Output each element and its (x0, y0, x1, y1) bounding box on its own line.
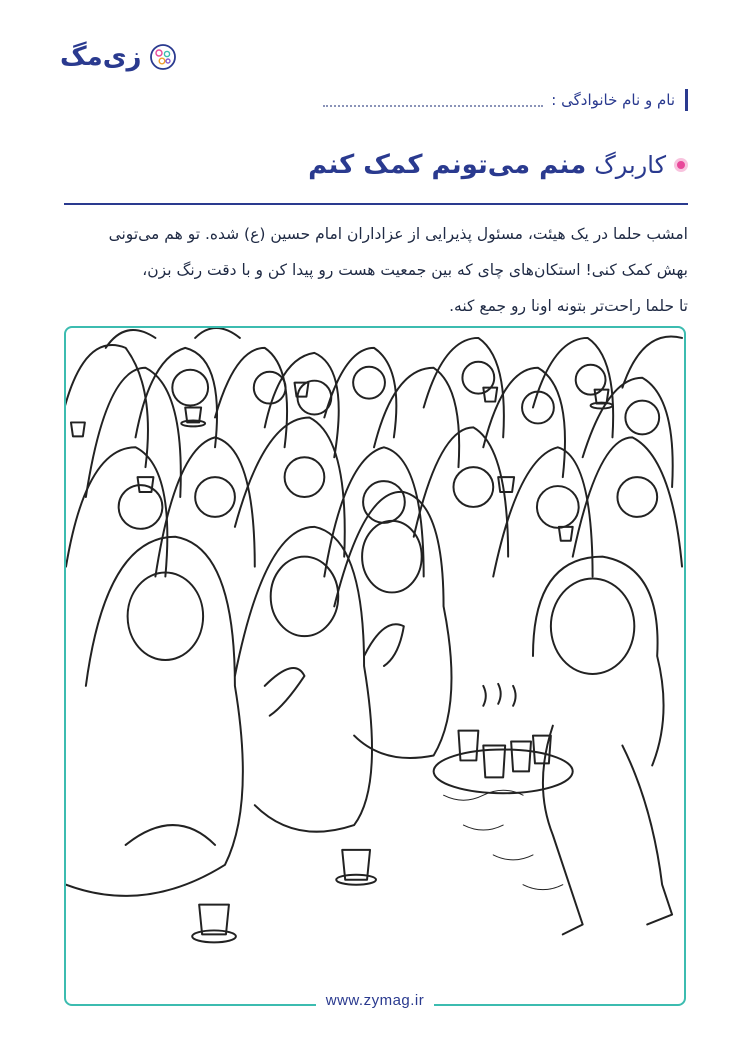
halma-with-tray (434, 557, 672, 935)
coloring-illustration[interactable] (64, 326, 686, 1006)
intro-line-3: تا حلما راحت‌تر بتونه اونا رو جمع کنه. (449, 297, 688, 315)
crowd-back-rows (66, 328, 682, 487)
intro-paragraph (60, 216, 688, 324)
footer (64, 992, 686, 1016)
worksheet-title (308, 150, 688, 180)
brand-logo[interactable] (60, 40, 180, 74)
tea-glasses (71, 383, 612, 943)
name-field-blank[interactable] (323, 93, 543, 107)
title-divider (64, 203, 688, 205)
illustration-line-art (66, 328, 684, 1004)
footer-url-link[interactable]: www.zymag.ir (316, 992, 435, 1016)
head-flowers-logo-icon (148, 42, 178, 72)
title-bullet-icon (674, 158, 688, 172)
title-main: منم می‌تونم کمک کنم (308, 150, 587, 180)
crowd-middle-rows (66, 368, 682, 577)
name-field-label: نام و نام خانوادگی : (551, 91, 675, 109)
front-women (66, 492, 452, 896)
intro-line-1: امشب حلما در یک هیئت، مسئول پذیرایی از عزاداران امام حسین (ع) شده. تو هم می‌تونی (108, 225, 688, 243)
intro-line-2: بهش کمک کنی! استکان‌های چای که بین جمعیت هست رو پیدا کن و با دقت رنگ بزن، (142, 261, 688, 279)
name-field-marker (685, 89, 688, 111)
title-prefix: کاربرگ (594, 151, 666, 179)
name-field (323, 88, 688, 112)
brand-name: زی‌مگ (60, 42, 142, 72)
